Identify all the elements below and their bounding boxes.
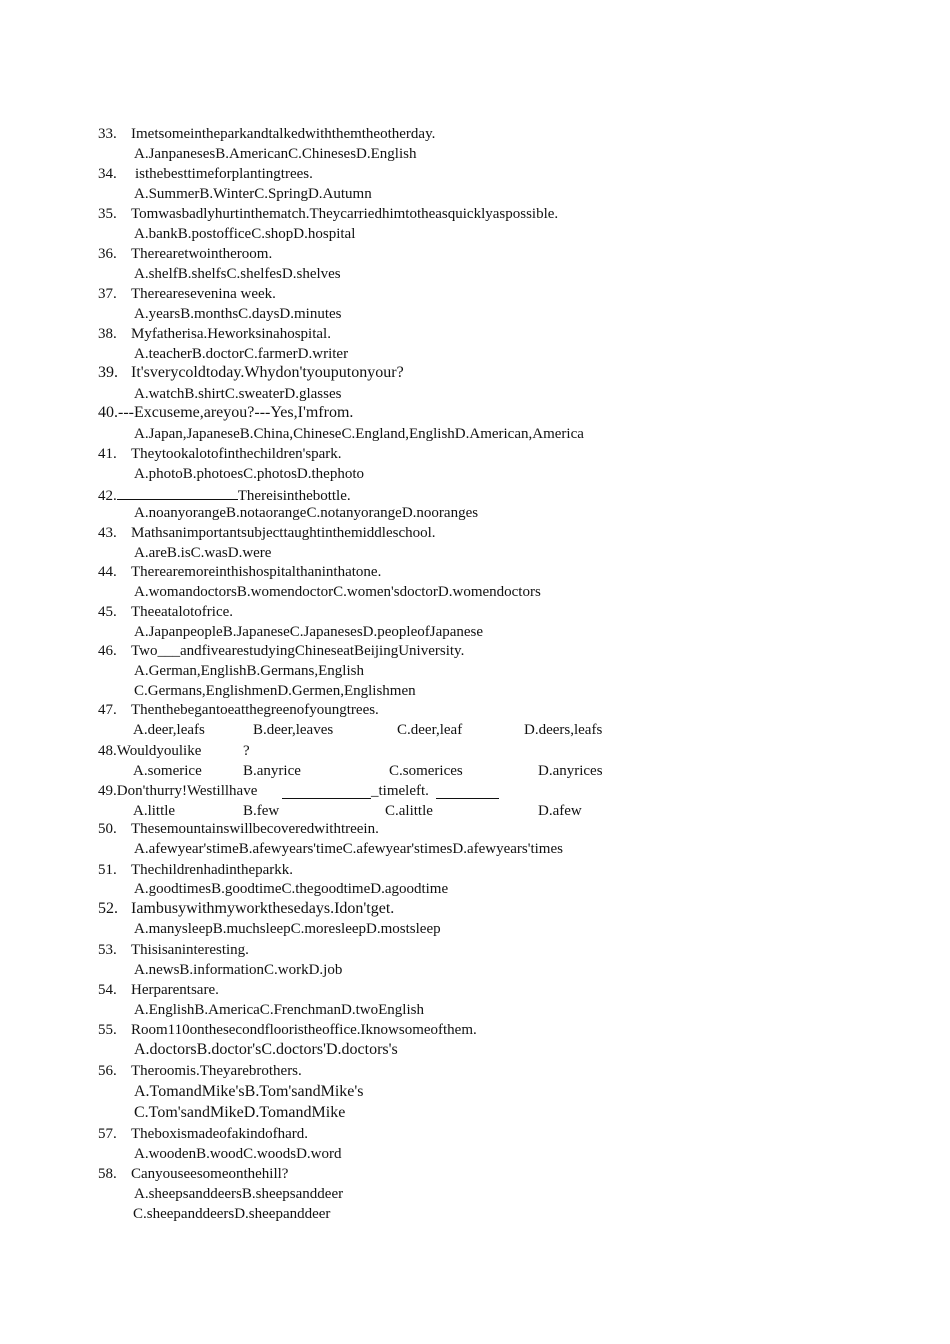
- question-stem: Therearesevenina week.: [131, 286, 276, 302]
- question-40: 40.---Excuseme,areyou?---Yes,I'mfrom.: [98, 404, 354, 421]
- question-options-2: C.Germans,EnglishmenD.Germen,Englishmen: [134, 683, 416, 699]
- question-45: 45. Theeatalotofrice.: [98, 604, 234, 620]
- question-35: 35. Tomwasbadlyhurtinthematch.Theycarriedhimtotheasquicklyaspossible.: [98, 206, 559, 222]
- question-stem: It'sverycoldtoday.Whydon'tyouputonyour?: [131, 364, 404, 381]
- question-options-2: C.Tom'sandMikeD.TomandMike: [134, 1104, 346, 1121]
- question-stem: Therearetwointheroom.: [131, 246, 273, 262]
- question-43: 43. Mathsanimportantsubjecttaughtinthemiddleschool.: [98, 525, 436, 541]
- question-stem: Theytookalotofinthechildren'spark.: [131, 446, 342, 462]
- question-58: 58. Canyouseesomeonthehill?: [98, 1166, 289, 1182]
- question-options: A.Japan,JapaneseB.China,ChineseC.England,EnglishD.American,America: [134, 426, 584, 442]
- question-options: A.photoB.photoesC.photosD.thephoto: [134, 466, 365, 482]
- question-stem: isthebesttimeforplantingtrees.: [135, 166, 313, 182]
- option-c: C.alittle: [385, 803, 433, 819]
- question-stem: Myfatherisa.Heworksinahospital.: [131, 326, 331, 342]
- question-stem: ---Excuseme,areyou?---Yes,I'mfrom.: [118, 404, 354, 421]
- question-stem: Tomwasbadlyhurtinthematch.Theycarriedhimtotheasquicklyaspossible.: [131, 206, 559, 222]
- question-options: A.shelfB.shelfsC.shelfesD.shelves: [134, 266, 341, 282]
- question-options: A.JanpanesesB.AmericanC.ChinesesD.English: [134, 146, 417, 162]
- question-stem: Thereisinthebottle.: [237, 488, 351, 504]
- question-52: 52. Iambusywithmyworkthesedays.Idon'tget.: [98, 900, 395, 917]
- question-tail: _timeleft.: [371, 783, 429, 799]
- question-stem: Herparentsare.: [131, 982, 219, 998]
- question-stem: Two___andfivearestudyingChineseatBeijingUniversity.: [131, 643, 465, 659]
- question-56: 56. Theroomis.Theyarebrothers.: [98, 1063, 302, 1079]
- question-46: 46. Two___andfivearestudyingChineseatBeijingUniversity.: [98, 643, 465, 659]
- question-stem: Theboxismadeofakindofhard.: [131, 1126, 309, 1142]
- question-33: 33. Imetsomeintheparkandtalkedwiththemtheotherday.: [98, 126, 436, 142]
- question-stem: Thisisaninteresting.: [131, 942, 249, 958]
- question-options: A.doctorsB.doctor'sC.doctors'D.doctors's: [134, 1041, 398, 1058]
- option-a: A.somerice: [133, 763, 202, 779]
- question-41: 41. Theytookalotofinthechildren'spark.: [98, 446, 342, 462]
- question-options: A.afewyear'stimeB.afewyears'timeC.afewyear'stimesD.afewyears'times: [134, 841, 563, 857]
- option-d: D.anyrices: [538, 763, 603, 779]
- question-37: 37. Therearesevenina week.: [98, 286, 276, 302]
- question-51: 51. Thechildrenhadintheparkk.: [98, 862, 294, 878]
- question-options: A.SummerB.WinterC.SpringD.Autumn: [134, 186, 372, 202]
- answer-blank-end: [436, 784, 499, 799]
- question-stem: Thenthebegantoeatthegreenofyoungtrees.: [131, 702, 379, 718]
- question-options: A.manysleepB.muchsleepC.moresleepD.mostsleep: [134, 921, 441, 937]
- question-50: 50. Thesemountainswillbecoveredwithtreein.: [98, 821, 379, 837]
- question-options: A.newsB.informationC.workD.job: [134, 962, 343, 978]
- question-options: A.EnglishB.AmericaC.FrenchmanD.twoEnglish: [134, 1002, 424, 1018]
- question-48: 48.Wouldyoulike: [98, 743, 202, 759]
- option-a: A.little: [133, 803, 176, 819]
- question-stem: Don'thurry!Westillhave: [116, 783, 258, 799]
- question-57: 57. Theboxismadeofakindofhard.: [98, 1126, 309, 1142]
- option-b: B.deer,leaves: [253, 722, 334, 738]
- question-47: 47. Thenthebegantoeatthegreenofyoungtrees.: [98, 702, 379, 718]
- question-options: A.areB.isC.wasD.were: [134, 545, 272, 561]
- question-options: A.bankB.postofficeC.shopD.hospital: [134, 226, 356, 242]
- option-a: A.deer,leafs: [133, 722, 205, 738]
- question-options: A.woodenB.woodC.woodsD.word: [134, 1146, 342, 1162]
- question-36: 36. Therearetwointheroom.: [98, 246, 273, 262]
- question-options: A.teacherB.doctorC.farmerD.writer: [134, 346, 349, 362]
- question-options: A.sheepsanddeersB.sheepsanddeer: [134, 1186, 344, 1202]
- question-54: 54. Herparentsare.: [98, 982, 219, 998]
- question-44: 44. Therearemoreinthishospitalthaninthatone.: [98, 564, 382, 580]
- question-stem: Mathsanimportantsubjecttaughtinthemiddleschool.: [131, 525, 436, 541]
- question-stem: Thesemountainswillbecoveredwithtreein.: [131, 821, 379, 837]
- option-d: D.afew: [538, 803, 582, 819]
- question-options: A.womandoctorsB.womendoctorC.women'sdoctorD.womendoctors: [134, 584, 541, 600]
- question-stem: Canyouseesomeonthehill?: [131, 1166, 289, 1182]
- option-b: B.few: [243, 803, 280, 819]
- option-c: C.somerices: [389, 763, 463, 779]
- question-stem: Wouldyoulike: [116, 743, 202, 759]
- question-options: A.JapanpeopleB.JapaneseC.JapanesesD.peopleofJapanese: [134, 624, 484, 640]
- question-options-2: C.sheepanddeersD.sheepanddeer: [133, 1206, 331, 1222]
- question-42: 42. Thereisinthebottle.: [98, 485, 351, 505]
- question-53: 53. Thisisaninteresting.: [98, 942, 249, 958]
- question-34: 34. isthebesttimeforplantingtrees.: [98, 166, 313, 182]
- question-stem: Theroomis.Theyarebrothers.: [131, 1063, 302, 1079]
- question-stem: Iambusywithmyworkthesedays.Idon'tget.: [131, 900, 395, 917]
- option-b: B.anyrice: [243, 763, 301, 779]
- question-options: A.goodtimesB.goodtimeC.thegoodtimeD.agoodtime: [134, 881, 449, 897]
- question-options: A.German,EnglishB.Germans,English: [134, 663, 364, 679]
- question-options: A.noanyorangeB.notaorangeC.notanyorangeD.nooranges: [134, 505, 479, 521]
- question-options: A.yearsB.monthsC.daysD.minutes: [134, 306, 342, 322]
- question-options: A.watchB.shirtC.sweaterD.glasses: [134, 386, 342, 402]
- question-options: A.TomandMike'sB.Tom'sandMike's: [134, 1083, 364, 1100]
- option-c: C.deer,leaf: [397, 722, 463, 738]
- question-stem: Theeatalotofrice.: [131, 604, 234, 620]
- answer-blank: [282, 784, 371, 799]
- question-stem: Therearemoreinthishospitalthaninthatone.: [131, 564, 382, 580]
- option-d: D.deers,leafs: [524, 722, 603, 738]
- question-39: 39. It'sverycoldtoday.Whydon'tyouputonyour?: [98, 364, 404, 381]
- question-38: 38. Myfatherisa.Heworksinahospital.: [98, 326, 331, 342]
- answer-blank: [117, 485, 238, 500]
- question-stem: Imetsomeintheparkandtalkedwiththemtheotherday.: [131, 126, 436, 142]
- question-tail: ?: [243, 743, 250, 759]
- question-stem: Thechildrenhadintheparkk.: [131, 862, 294, 878]
- question-stem: Room110onthesecondflooristheoffice.Iknowsomeofthem.: [131, 1022, 477, 1038]
- question-55: 55. Room110onthesecondflooristheoffice.Iknowsomeofthem.: [98, 1022, 477, 1038]
- question-49: 49.Don'thurry!Westillhave: [98, 783, 258, 799]
